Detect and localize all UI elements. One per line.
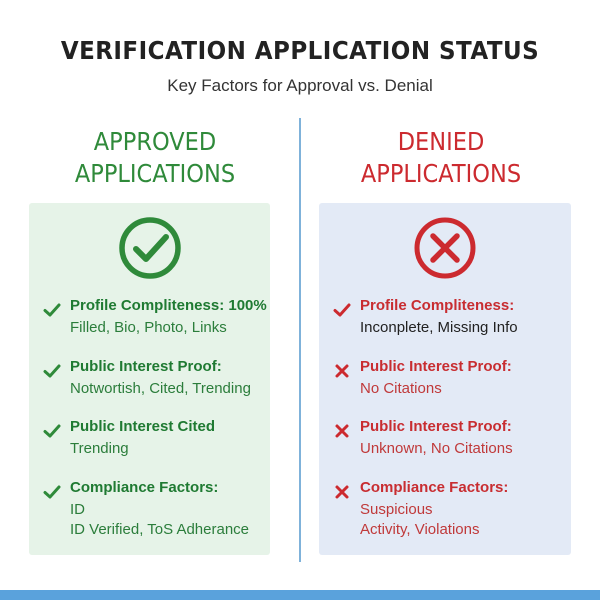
x-circle-icon xyxy=(412,215,478,281)
footer-bar xyxy=(0,590,600,600)
x-icon xyxy=(333,483,351,501)
approved-item-body: Filled, Bio, Photo, Links xyxy=(70,319,227,336)
denied-item-head: Public Interest Proof: xyxy=(360,358,512,375)
approved-item-body: ID ID Verified, ToS Adherance xyxy=(70,501,250,538)
denied-panel xyxy=(319,203,571,555)
denied-item-body: No Citations xyxy=(360,380,442,397)
denied-item-body: Suspicious Activity, Violations xyxy=(360,501,480,538)
approved-heading: APPROVED APPLICATIONS xyxy=(74,127,236,188)
approved-item-head: Profile Compliteness: 100% xyxy=(70,297,267,314)
check-icon xyxy=(43,362,61,380)
denied-item-body: Inconplete, Missing Info xyxy=(360,319,518,336)
denied-item-body: Unknown, No Citations xyxy=(360,440,513,457)
denied-heading: DENIED APPLICATIONS xyxy=(360,127,522,188)
page-subtitle: Key Factors for Approval vs. Denial xyxy=(167,76,433,95)
x-icon xyxy=(333,362,351,380)
approved-item-head: Public Interest Cited xyxy=(70,418,216,435)
check-icon xyxy=(43,301,61,319)
check-icon xyxy=(43,422,61,440)
check-icon xyxy=(333,301,351,319)
page-title: VERIFICATION APPLICATION STATUS xyxy=(60,36,540,65)
approved-item-head: Public Interest Proof: xyxy=(70,358,222,375)
approved-item-body: Notwortish, Cited, Trending xyxy=(70,380,251,397)
approved-item-head: Compliance Factors: xyxy=(70,479,219,496)
check-circle-icon xyxy=(117,215,183,281)
check-icon xyxy=(43,483,61,501)
denied-item-head: Profile Compliteness: xyxy=(360,297,515,314)
denied-item-head: Compliance Factors: xyxy=(360,479,509,496)
denied-item-head: Public Interest Proof: xyxy=(360,418,512,435)
column-divider xyxy=(299,118,301,562)
approved-item-body: Trending xyxy=(70,440,129,457)
approved-panel xyxy=(29,203,270,555)
x-icon xyxy=(333,422,351,440)
